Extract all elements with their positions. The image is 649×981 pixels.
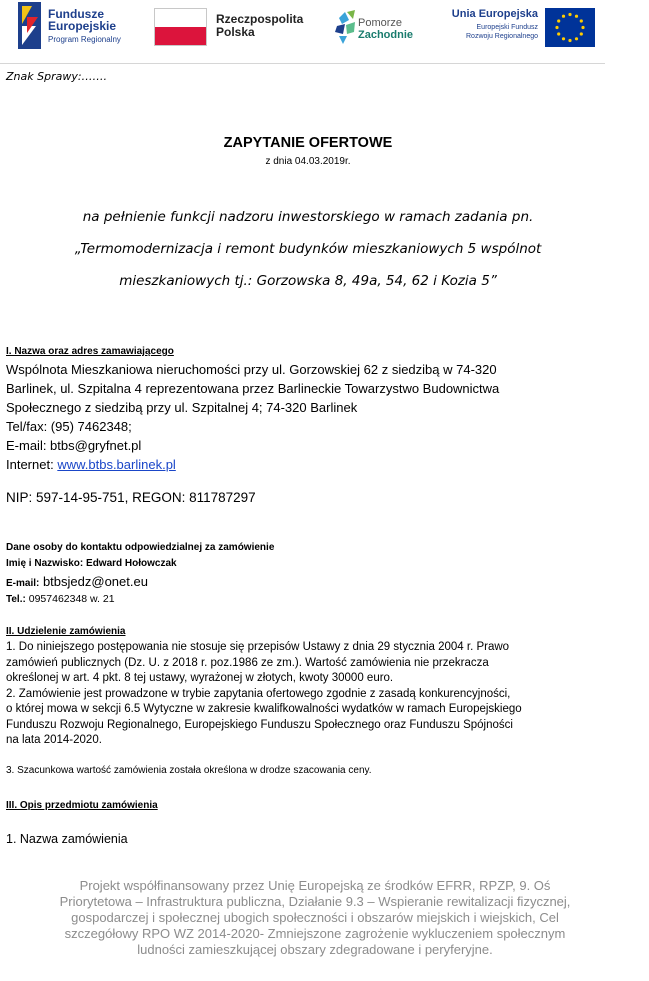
sec1-line2: Barlinek, ul. Szpitalna 4 reprezentowana przez Barlineckie Towarzystwo Budownictwa: [6, 381, 500, 396]
pomorze-zachodnie-logo-icon: [333, 8, 359, 46]
internet-label: Internet:: [6, 457, 58, 472]
footer-line1: Projekt współfinansowany przez Unię Europejską ze środków EFRR, RPZP, 9. Oś: [79, 878, 551, 893]
sec1-phone: Tel/fax: (95) 7462348;: [6, 419, 132, 434]
document-date: z dnia 04.03.2019r.: [265, 156, 351, 167]
header-divider: [0, 63, 605, 64]
sec1-internet: [6, 455, 499, 474]
pz-line1: Pomorze: [358, 17, 403, 29]
polish-flag-icon: [154, 8, 207, 46]
ue-title: Unia Europejska: [451, 8, 538, 20]
footer-line3: gospodarczej i społecznej ubogich społeczności i obszarów miejskich i wiejskich, Cel: [71, 910, 559, 925]
sec2-p1-line3: określonej w art. 4 pkt. 8 tej ustawy, wyrażonej w złotych, kwoty 30000 euro.: [6, 672, 394, 684]
footer-line2: Priorytetowa – Infrastruktura publiczna, Działanie 9.3 – Wspieranie rewitalizacji fizycznej,: [59, 894, 571, 909]
pz-line2: Zachodnie: [358, 29, 414, 41]
subject-line2: „Termomodernizacja i remont budynków mieszkaniowych 5 wspólnot: [74, 241, 542, 257]
subject-line3: mieszkaniowych tj.: Gorzowska 8, 49a, 54, 62 i Kozia 5”: [119, 273, 497, 289]
section-3-heading: III. Opis przedmiotu zamówienia: [6, 800, 158, 811]
contact-name: Imię i Nazwisko: Edward Hołowczak: [6, 558, 177, 569]
contact-phone-value: 0957462348 w. 21: [25, 593, 115, 605]
pomorze-zachodnie-text: [358, 17, 413, 41]
website-link[interactable]: www.btbs.barlinek.pl: [57, 457, 176, 472]
case-number: Znak Sprawy:…….: [6, 70, 108, 83]
subject: [0, 201, 616, 297]
fe-subtitle: Program Regionalny: [48, 35, 121, 44]
contact-phone-label: Tel.:: [6, 594, 26, 605]
sec1-line3: Społecznego z siedzibą przy ul. Szpitalnej 4; 74-320 Barlinek: [6, 400, 358, 415]
fe-line2: Europejskie: [48, 19, 117, 33]
sec2-p3: 3. Szacunkowa wartość zamówienia została określona w drodze szacowania ceny.: [6, 765, 372, 776]
contact-heading: Dane osoby do kontaktu odpowiedzialnej za zamówienie: [6, 542, 275, 553]
contact-email: [6, 574, 148, 589]
section-1-heading: I. Nazwa oraz adres zamawiającego: [6, 346, 174, 357]
ue-sub1: Europejski Fundusz: [476, 24, 538, 31]
pl-line2: Polska: [216, 25, 255, 39]
fundusze-europejskie-logo-icon: [18, 2, 41, 49]
rzeczpospolita-polska-text: [216, 13, 303, 39]
sec1-line1: Wspólnota Mieszkaniowa nieruchomości przy ul. Gorzowskiej 62 z siedzibą w 74-320: [6, 362, 497, 377]
nip-regon: NIP: 597-14-95-751, REGON: 811787297: [6, 490, 256, 505]
unia-europejska-text: [444, 9, 538, 41]
sec1-email: E-mail: btbs@gryfnet.pl: [6, 438, 142, 453]
section-2-heading: II. Udzielenie zamówienia: [6, 626, 126, 637]
section-1-body: [6, 360, 499, 474]
sec2-p2-line4: na lata 2014-2020.: [6, 734, 102, 746]
ue-sub2: Rozwoju Regionalnego: [466, 33, 538, 40]
subject-line1: na pełnienie funkcji nadzoru inwestorskiego w ramach zadania pn.: [82, 209, 534, 225]
project-footer: [20, 878, 610, 958]
contact-email-value: btbsjedz@onet.eu: [39, 574, 148, 589]
sec2-p2-line1: 2. Zamówienie jest prowadzone w trybie zapytania ofertowego zgodnie z zasadą konkurencyjności,: [6, 687, 511, 700]
footer-line4: szczegółowy RPO WZ 2014-2020- Zmniejszone zagrożenie wykluczeniem społecznym: [64, 926, 566, 941]
eu-flag-icon: [545, 8, 595, 47]
section-2-body: [6, 640, 616, 749]
sec2-p1-line1: 1. Do niniejszego postępowania nie stosuje się przepisów Ustawy z dnia 29 stycznia 2004 r. Prawo: [6, 641, 510, 653]
contact-phone: [6, 593, 115, 605]
sec2-p2-line3: Funduszu Rozwoju Regionalnego, Europejskiego Funduszu Społecznego oraz Funduszu Spójności: [6, 718, 513, 731]
sec3-item1: 1. Nazwa zamówienia: [6, 832, 128, 846]
sec2-p2-line2: o której mowa w sekcji 6.5 Wytyczne w zakresie kwalifkowalności wydatków w ramach Europejskiego: [6, 703, 522, 715]
contact-email-label: E-mail:: [6, 578, 40, 589]
sec2-p1-line2: zamówień publicznych (Dz. U. z 2018 r. poz.1986 ze zm.). Wartość zamówienia nie przekracza: [6, 656, 489, 669]
fundusze-europejskie-text: [48, 8, 121, 46]
footer-line5: ludności zamieszkującej obszary zdegradowane i peryferyjne.: [137, 942, 493, 957]
pl-line1: Rzeczpospolita: [216, 12, 304, 26]
page-title: ZAPYTANIE OFERTOWE: [223, 135, 393, 151]
fe-line1: Fundusze: [48, 7, 104, 21]
